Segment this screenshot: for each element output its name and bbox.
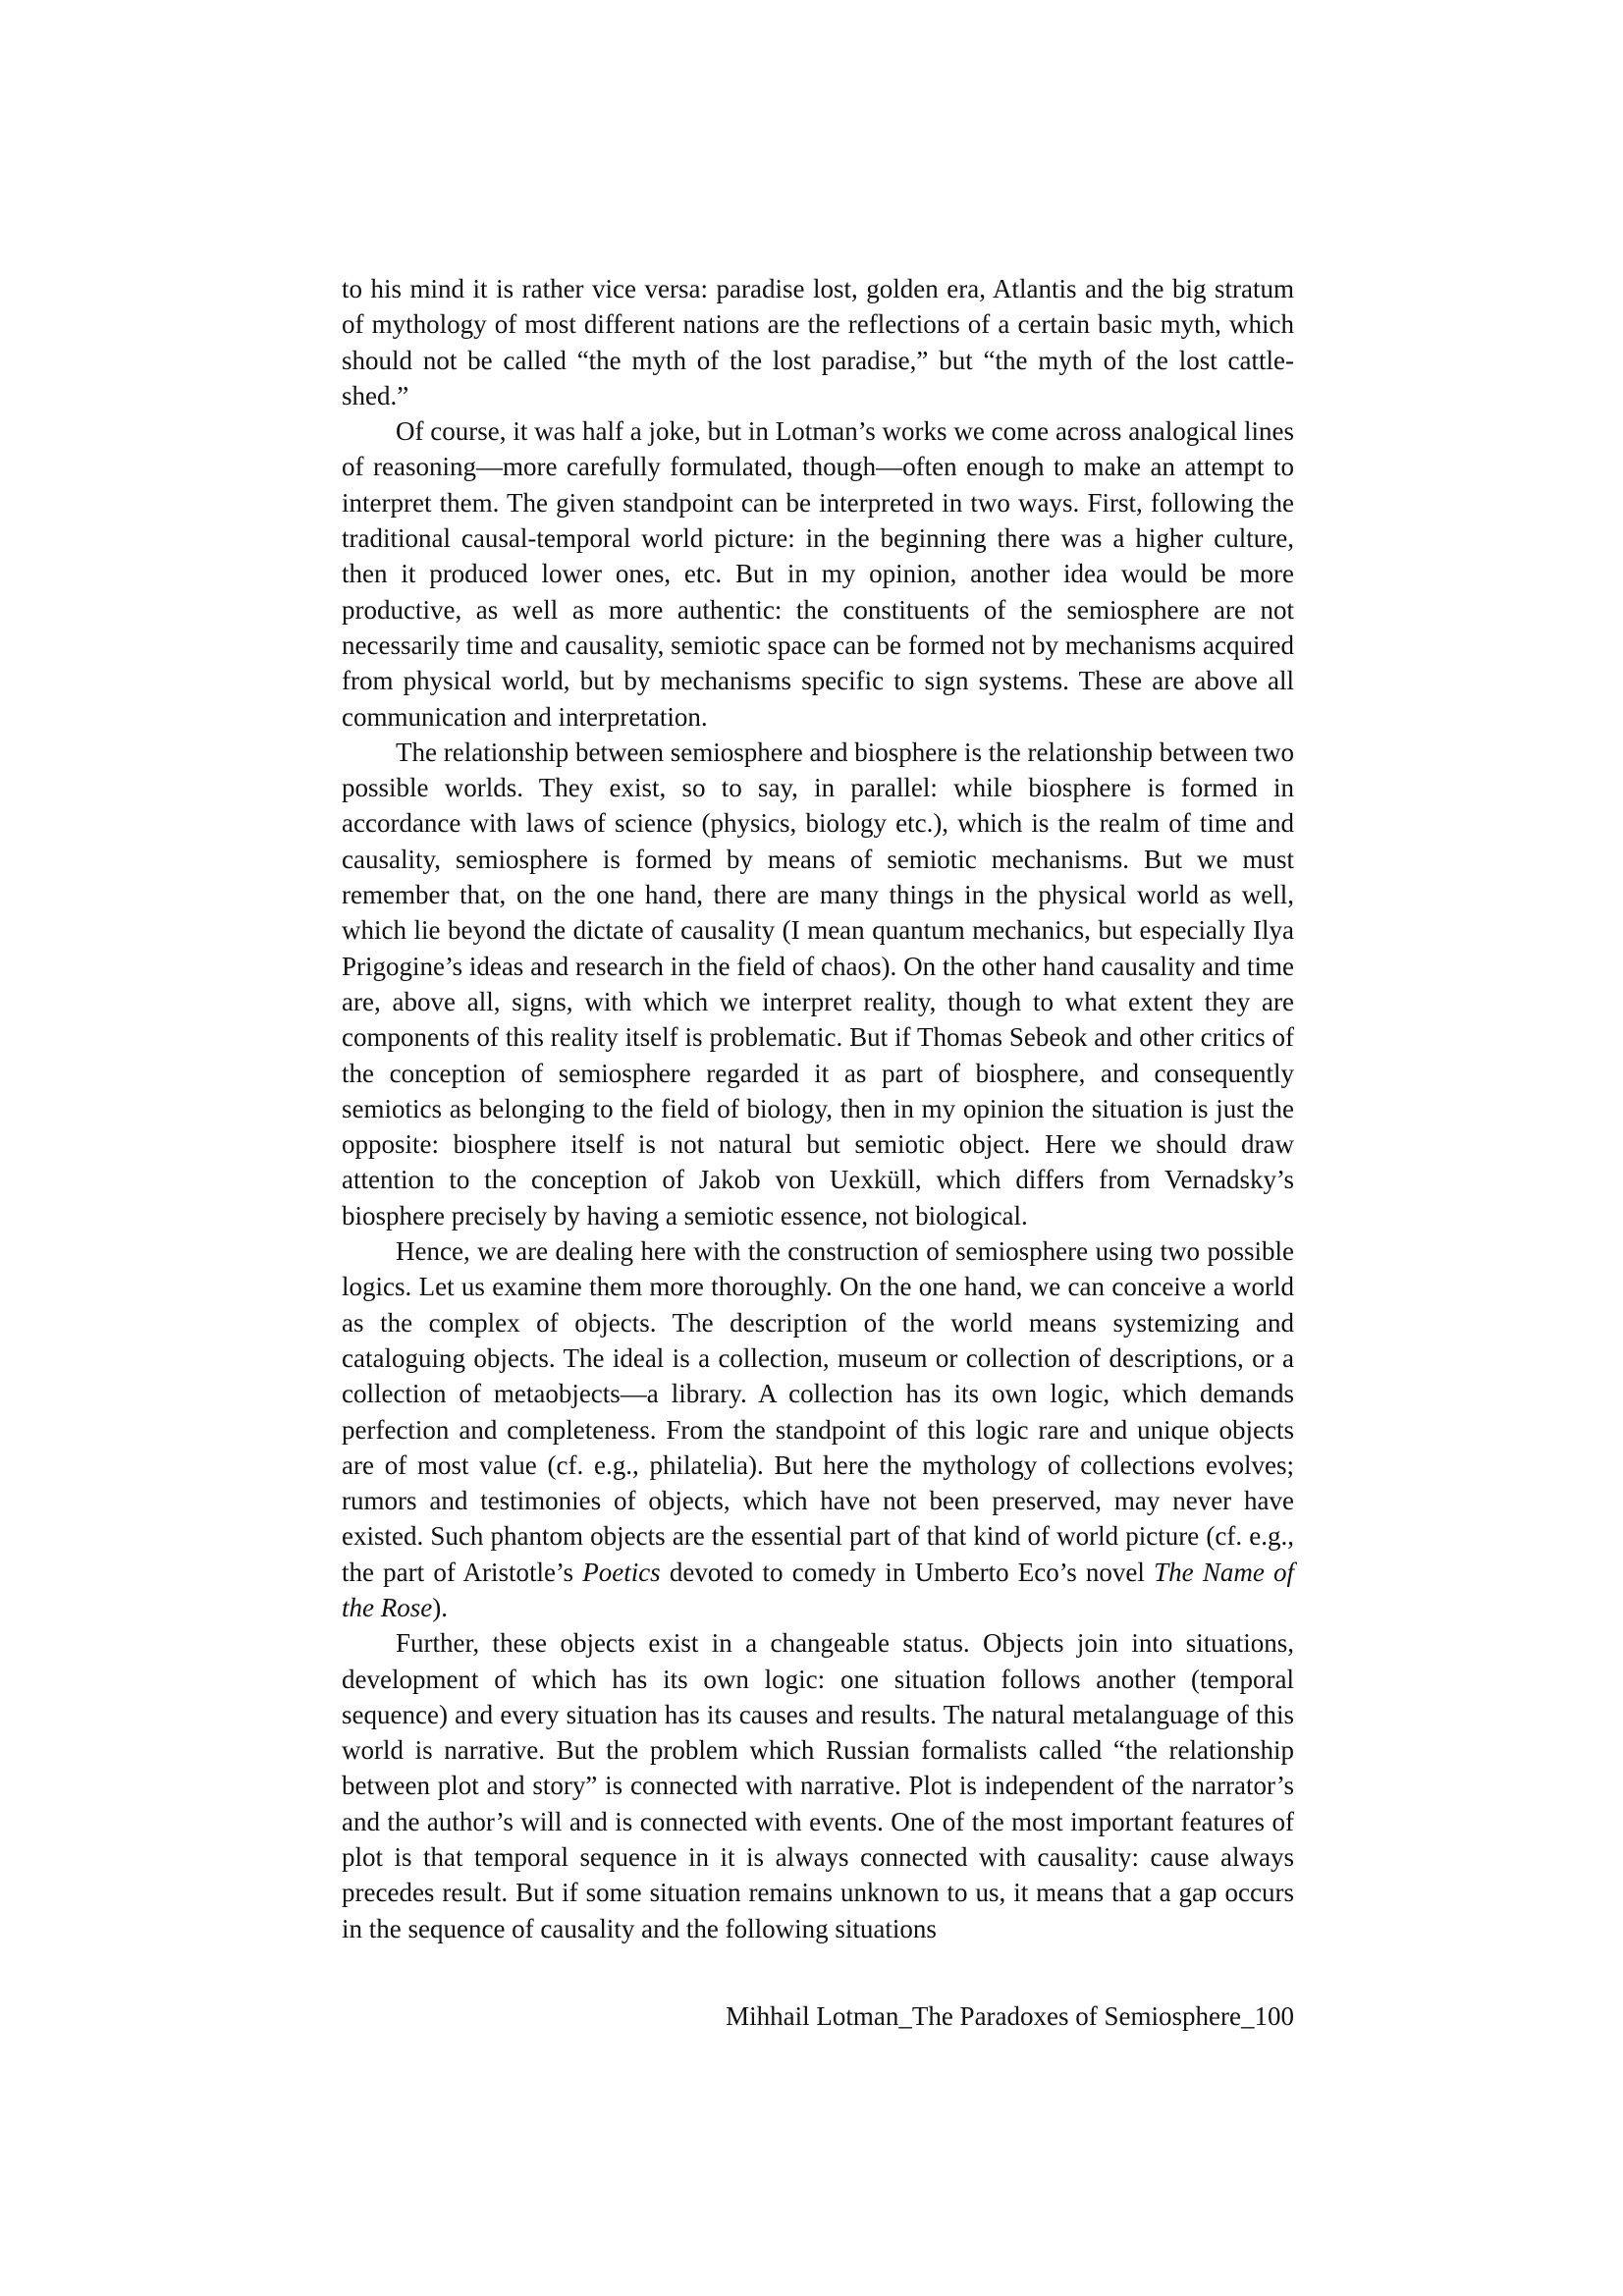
paragraph-5-text: Further, these objects exist in a changeable status. Objects join into situations, development of which has its own logic: one situation follows another (temporal sequence) and every situation has its causes and results. The natural metalanguage of this world is narrative. But the problem which Russian formalists called “the relationship between plot and story” is connected with narrative. Plot is independent of the narrator’s and the author’s will and is connected with events. One of the most important features of plot is that temporal sequence in it is always connected with causality: cause always precedes result. But if some situation remains unknown to us, it means that a gap occurs in the sequence of causality and the following situations bbox=[342, 1628, 1294, 1943]
paragraph-3-text: The relationship between semiosphere and biosphere is the relationship between two possible worlds. They exist, so to say, in parallel: while biosphere is formed in accordance with laws of science (physics, biology etc.), which is the realm of time and causality, semiosphere is formed by means of semiotic mechanisms. But we must remember that, on the one hand, there are many things in the physical world as well, which lie beyond the dictate of causality (I mean quantum mechanics, but especially Ilya Prigogine’s ideas and research in the field of chaos). On the other hand causality and time are, above all, signs, with which we interpret reality, though to what extent they are components of this reality itself is problematic. But if Thomas Sebeok and other critics of the conception of semiosphere regarded it as part of biosphere, and consequently semiotics as belonging to the field of biology, then in my opinion the situation is just the opposite: biosphere itself is not natural but semiotic object. Here we should draw attention to the conception of Jakob von Uexküll, which differs from Vernadsky’s biosphere precisely by having a semiotic essence, not biological. bbox=[342, 737, 1294, 1230]
paragraph-3 bbox=[342, 735, 1294, 1233]
italic-title-name-of-the-rose: The Name of the Rose bbox=[342, 1557, 1294, 1622]
paragraph-1-text: to his mind it is rather vice versa: paradise lost, golden era, Atlantis and the big stratum of mythology of most different nations are the reflections of a certain basic myth, which should not be called “the myth of the lost paradise,” but “the myth of the lost cattle-shed.” bbox=[342, 274, 1294, 410]
paragraph-4-text: Hence, we are dealing here with the construction of semiosphere using two possible logics. Let us examine them more thoroughly. On the one hand, we can conceive a world as the complex of objects. The description of the world means systemizing and cataloguing objects. The ideal is a collection, museum or collection of descriptions, or a collection of metaobjects—a library. A collection has its own logic, which demands perfection and completeness. From the standpoint of this logic rare and unique objects are of most value (cf. e.g., philatelia). But here the mythology of collections evolves; rumors and testimonies of objects, which have not been preserved, may never have existed. Such phantom objects are the essential part of that kind of world picture (cf. e.g., the part of Aristotle’s bbox=[342, 1236, 1294, 1587]
paragraph-4 bbox=[342, 1233, 1294, 1625]
page-body bbox=[342, 271, 1294, 1946]
italic-title-poetics: Poetics bbox=[582, 1557, 661, 1587]
running-footer: Mihhail Lotman_The Paradoxes of Semiosphere_100 bbox=[726, 2001, 1294, 2031]
paragraph-5 bbox=[342, 1625, 1294, 1946]
paragraph-4-text-continued: devoted to comedy in Umberto Eco’s novel bbox=[660, 1557, 1155, 1587]
paragraph-1 bbox=[342, 271, 1294, 413]
paragraph-2-text: Of course, it was half a joke, but in Lotman’s works we come across analogical lines of reasoning—more carefully formulated, though—often enough to make an attempt to interpret them. The given standpoint can be interpreted in two ways. First, following the traditional causal-temporal world picture: in the beginning there was a higher culture, then it produced lower ones, etc. But in my opinion, another idea would be more productive, as well as more authentic: the constituents of the semiosphere are not necessarily time and causality, semiotic space can be formed not by mechanisms acquired from physical world, but by mechanisms specific to sign systems. These are above all communication and interpretation. bbox=[342, 416, 1294, 732]
paragraph-2 bbox=[342, 413, 1294, 735]
paragraph-4-text-end: ). bbox=[432, 1592, 448, 1622]
